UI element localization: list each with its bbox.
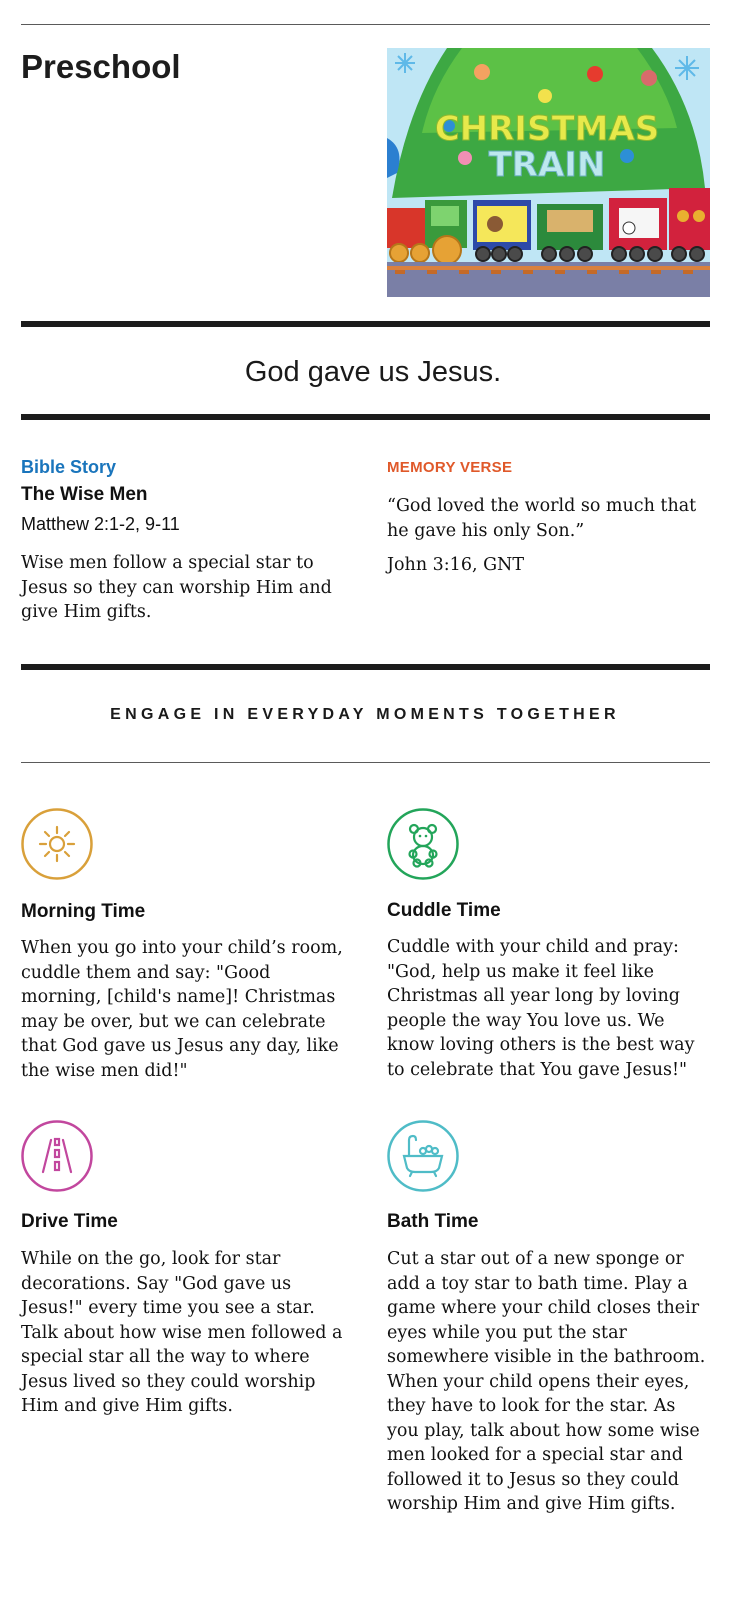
page-title: Preschool <box>21 48 181 85</box>
teddy-bear-icon <box>387 808 459 880</box>
memory-verse-text: “God loved the world so much that he gave his only Son.” <box>387 496 697 541</box>
christmas-train-image <box>387 48 710 297</box>
activity-body-drive: While on the go, look for star decorations. Say "God gave us Jesus!" every time you see a star. Talk about how wise men followed a special star all the way to where Jesus lived so they could worship Him and give Him gifts. <box>21 1249 343 1416</box>
memory-verse-label: MEMORY VERSE <box>387 459 513 476</box>
svg-text:CHRISTMAS: CHRISTMAS <box>434 109 660 149</box>
activity-title-drive: Drive Time <box>21 1211 118 1232</box>
engage-divider <box>21 762 710 763</box>
bible-story-summary: Wise men follow a special star to Jesus so they can worship Him and give Him gifts. <box>21 553 332 622</box>
memory-verse-reference: John 3:16, GNT <box>387 555 525 575</box>
activity-body-cuddle: Cuddle with your child and pray: "God, help us make it feel like Christmas all year long by loving people the way You love us. We know loving others is the best way to celebrate that You gave Jesus!" <box>387 937 695 1080</box>
bible-story-title: The Wise Men <box>21 484 148 505</box>
section-divider <box>21 321 710 327</box>
bible-story-reference: Matthew 2:1-2, 9-11 <box>21 514 180 534</box>
activity-title-bath: Bath Time <box>387 1211 479 1232</box>
engage-heading: ENGAGE IN EVERYDAY MOMENTS TOGETHER <box>110 706 620 723</box>
svg-text:TRAIN: TRAIN <box>488 145 606 185</box>
sun-icon <box>21 808 93 880</box>
section-divider <box>21 664 710 670</box>
bottom-line-statement: God gave us Jesus. <box>244 356 502 388</box>
section-divider <box>21 414 710 420</box>
activity-title-cuddle: Cuddle Time <box>387 900 501 921</box>
bathtub-icon <box>387 1120 459 1192</box>
activity-title-morning: Morning Time <box>21 901 146 922</box>
top-divider <box>21 24 710 25</box>
activity-body-morning: When you go into your child’s room, cuddle them and say: "Good morning, [child's name]! Christmas may be over, but we can celebrate that God gave us Jesus any day, like the wise men did!" <box>21 938 343 1081</box>
road-icon <box>21 1120 93 1192</box>
bible-story-label: Bible Story <box>21 457 117 477</box>
activity-body-bath: Cut a star out of a new sponge or add a toy star to bath time. Play a game where your child closes their eyes while you put the star somewhere visible in the bathroom. When your child opens their eyes, they have to look for the star. As you play, talk about how some wise men looked for a special star and followed it to Jesus so they could worship Him and give Him gifts. <box>387 1249 706 1514</box>
